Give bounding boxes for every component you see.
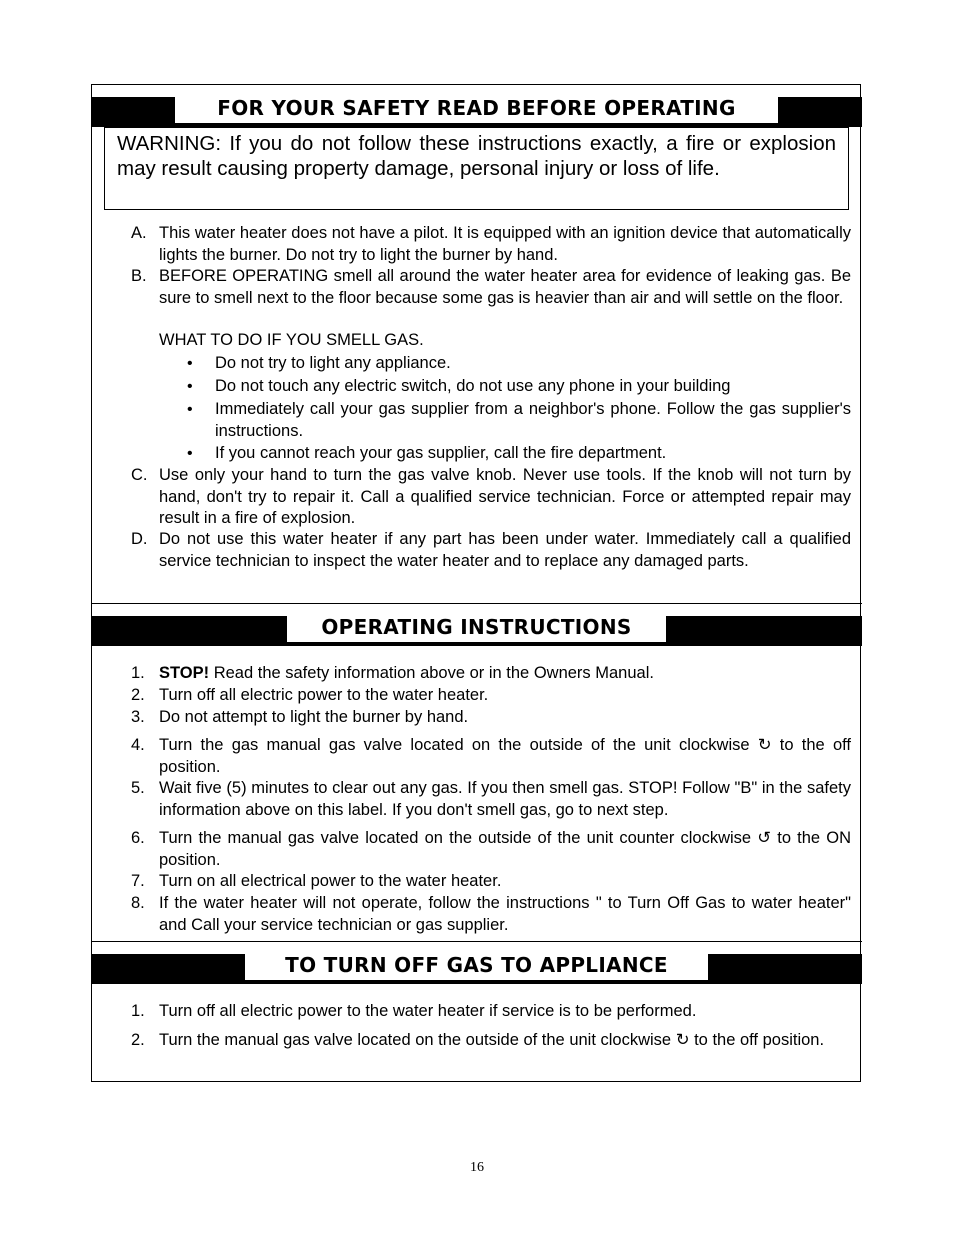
operating-step-4: [131, 735, 851, 779]
bullet-icon: •: [187, 378, 193, 395]
list-text: Do not use this water heater if any part has been under water. Immediately call a qualified service technician to inspect the water heater and to replace any damaged parts.: [159, 530, 851, 570]
bullet-item: [187, 399, 851, 443]
list-marker: 8.: [131, 894, 145, 912]
safety-item-b: [131, 266, 851, 332]
operating-heading: OPERATING INSTRUCTIONS: [287, 612, 666, 642]
list-text: Turn off all electric power to the water heater if service is to be performed.: [159, 1002, 697, 1020]
operating-step-2: [131, 685, 851, 707]
operating-step-7: [131, 871, 851, 893]
bullet-text: If you cannot reach your gas supplier, call the fire department.: [215, 444, 667, 462]
smell-gas-heading: WHAT TO DO IF YOU SMELL GAS.: [159, 331, 424, 349]
bullet-item: [187, 353, 851, 375]
list-text: Turn the manual gas valve located on the outside of the unit clockwise ↻ to the off position.: [159, 1031, 825, 1049]
safety-item-a: [131, 223, 851, 267]
bullet-text: Do not touch any electric switch, do not use any phone in your building: [215, 377, 731, 395]
operating-step-3: [131, 707, 851, 729]
bullet-item: [187, 376, 851, 398]
list-marker: 7.: [131, 872, 145, 890]
list-text: Turn off all electric power to the water heater.: [159, 686, 489, 704]
bullet-icon: •: [187, 355, 193, 372]
list-marker: 1.: [131, 1002, 145, 1020]
list-marker: C.: [131, 466, 148, 484]
list-marker: A.: [131, 224, 147, 242]
operating-step-8: [131, 893, 851, 937]
operating-step-6: [131, 828, 851, 872]
list-text: Turn on all electrical power to the water heater.: [159, 872, 502, 890]
page-number: 16: [470, 1160, 484, 1175]
turn-off-step-1: [131, 1001, 851, 1023]
stop-label: STOP!: [159, 664, 210, 682]
list-marker: 2.: [131, 686, 145, 704]
list-text: [159, 663, 851, 685]
safety-item-d: [131, 529, 851, 595]
bullet-text: Immediately call your gas supplier from a neighbor's phone. Follow the gas supplier's instructions.: [215, 400, 851, 440]
turn-off-step-2: [131, 1030, 851, 1074]
list-text: Do not attempt to light the burner by hand.: [159, 708, 469, 726]
operating-step-5: [131, 778, 851, 822]
list-text: If the water heater will not operate, follow the instructions " to Turn Off Gas to water heater" and Call your service technician or gas supplier.: [159, 894, 851, 934]
bullet-text: Do not try to light any appliance.: [215, 354, 451, 372]
list-marker: 3.: [131, 708, 145, 726]
bullet-icon: •: [187, 445, 193, 462]
list-text: Turn the manual gas valve located on the outside of the unit counter clockwise ↺ to the ON position.: [159, 829, 851, 869]
bullet-item: [187, 443, 851, 465]
section-divider: [91, 603, 862, 604]
safety-item-c: [131, 465, 851, 531]
list-text: Use only your hand to turn the gas valve knob. Never use tools. If the knob will not turn by hand, don't try to repair it. Call a qualified service technician. Force or attempted repair may result in a fire of explosion.: [159, 466, 851, 527]
list-text: Wait five (5) minutes to clear out any gas. If you then smell gas. STOP! Follow "B" in the safety information above on this label. If you don't smell gas, go to next step.: [159, 779, 851, 819]
list-marker: 6.: [131, 829, 145, 847]
warning-box: WARNING: If you do not follow these instructions exactly, a fire or explosion may result causing property damage, personal injury or loss of life.: [104, 127, 849, 210]
turn-off-heading: TO TURN OFF GAS TO APPLIANCE: [245, 950, 708, 980]
bullet-icon: •: [187, 401, 193, 418]
list-marker: B.: [131, 267, 147, 285]
list-text: This water heater does not have a pilot. It is equipped with an ignition device that automatically lights the burner. Do not try to light the burner by hand.: [159, 224, 851, 264]
list-marker: 1.: [131, 664, 145, 682]
operating-step-1: [131, 663, 851, 685]
list-marker: 4.: [131, 736, 145, 754]
list-text: BEFORE OPERATING smell all around the water heater area for evidence of leaking gas. Be sure to smell next to the floor because some gas is heavier than air and will settle on the floor.: [159, 267, 851, 307]
list-marker: 5.: [131, 779, 145, 797]
list-marker: D.: [131, 530, 148, 548]
safety-heading: FOR YOUR SAFETY READ BEFORE OPERATING: [175, 93, 778, 123]
list-marker: 2.: [131, 1031, 145, 1049]
list-text: Turn the gas manual gas valve located on the outside of the unit clockwise ↻ to the off position.: [159, 736, 851, 776]
step-text: Read the safety information above or in the Owners Manual.: [209, 664, 654, 682]
section-divider: [91, 941, 862, 942]
